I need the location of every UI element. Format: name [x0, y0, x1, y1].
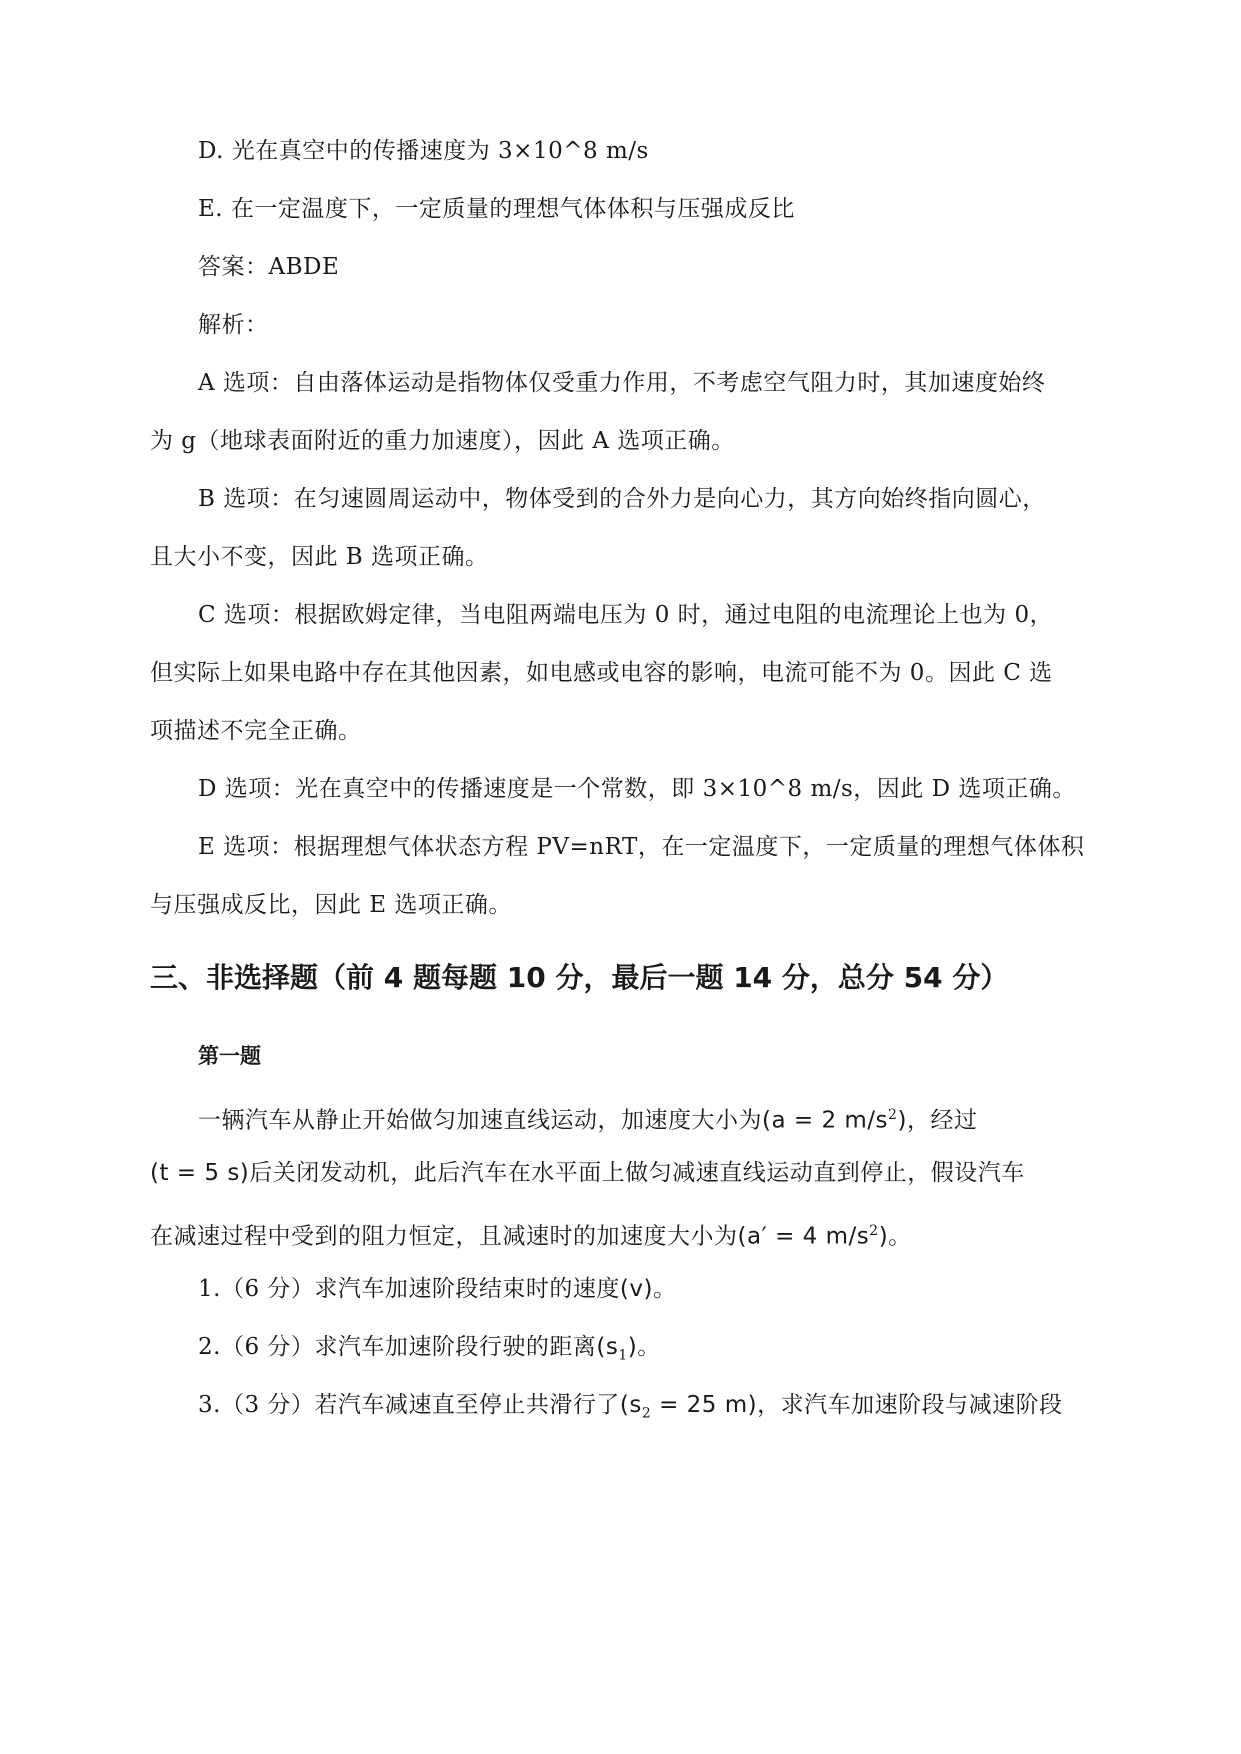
subquestion-1	[198, 1274, 676, 1304]
question-line3-tail: 。	[888, 1223, 912, 1250]
analysis-b-line1: B 选项：在匀速圆周运动中，物体受到的合外力是向心力，其方向始终指向圆心，	[198, 486, 1046, 512]
subquestion-1-text: 1.（6 分）求汽车加速阶段结束时的速度	[198, 1276, 620, 1302]
option-d: D. 光在真空中的传播速度为 3×10^8 m/s	[198, 138, 649, 164]
accel-formula: (a = 2 m/s	[762, 1107, 889, 1134]
question-line3	[150, 1216, 912, 1252]
distance2-subscript: 2	[641, 1405, 652, 1422]
distance1-subscript: 1	[618, 1347, 628, 1364]
subquestion-3-text: 3.（3 分）若汽车减速直至停止共滑行了	[198, 1392, 620, 1418]
accel-close: )	[897, 1107, 907, 1134]
answer-line: 答案：ABDE	[198, 254, 340, 280]
question-title: 第一题	[198, 1044, 261, 1068]
analysis-c-line2: 但实际上如果电路中存在其他因素，如电感或电容的影响，电流可能不为 0。因此 C 选	[150, 660, 1053, 686]
subquestion-1-tail: 。	[652, 1276, 677, 1302]
analysis-c-line3: 项描述不完全正确。	[150, 718, 362, 744]
section-title: 三、非选择题（前 4 题每题 10 分，最后一题 14 分，总分 54 分）	[150, 961, 1009, 994]
subquestion-3	[198, 1390, 1063, 1429]
decel-exponent: 2	[869, 1223, 879, 1239]
analysis-b-line2: 且大小不变，因此 B 选项正确。	[150, 544, 489, 570]
analysis-e-line2: 与压强成反比，因此 E 选项正确。	[150, 892, 512, 918]
distance1-open: (s	[596, 1334, 619, 1360]
analysis-c-line1: C 选项：根据欧姆定律，当电阻两端电压为 0 时，通过电阻的电流理论上也为 0，	[198, 602, 1054, 628]
analysis-label: 解析：	[198, 312, 269, 338]
distance2-open: (s	[619, 1392, 642, 1418]
subquestion-2-tail: 。	[637, 1334, 661, 1360]
analysis-a-line1: A 选项：自由落体运动是指物体仅受重力作用，不考虑空气阻力时，其加速度始终	[198, 370, 1046, 396]
subquestion-2-text: 2.（6 分）求汽车加速阶段行驶的距离	[198, 1334, 597, 1360]
subquestion-3-tail: ，求汽车加速阶段与减速阶段	[757, 1392, 1063, 1418]
question-line1-text: 一辆汽车从静止开始做匀加速直线运动，加速度大小为	[198, 1107, 762, 1134]
question-line1-tail: ，经过	[906, 1107, 978, 1134]
question-line1	[198, 1100, 977, 1136]
decel-formula: (a′ = 4 m/s	[737, 1223, 870, 1250]
question-line2-text: 后关闭发动机，此后汽车在水平面上做匀减速直线运动直到停止，假设汽车	[249, 1160, 1025, 1186]
accel-exponent: 2	[888, 1107, 898, 1123]
analysis-a-line2: 为 g（地球表面附近的重力加速度），因此 A 选项正确。	[150, 428, 735, 454]
velocity-symbol: (v)	[619, 1276, 653, 1302]
distance2-close: = 25 m)	[651, 1392, 758, 1418]
option-e: E. 在一定温度下，一定质量的理想气体体积与压强成反比	[198, 196, 795, 222]
distance1-close: )	[627, 1334, 638, 1360]
time-formula: (t = 5 s)	[150, 1160, 250, 1186]
analysis-d-line1: D 选项：光在真空中的传播速度是一个常数，即 3×10^8 m/s，因此 D 选项正确。	[198, 776, 1076, 802]
question-line3-text: 在减速过程中受到的阻力恒定，且减速时的加速度大小为	[150, 1223, 738, 1250]
analysis-e-line1: E 选项：根据理想气体状态方程 PV=nRT，在一定温度下，一定质量的理想气体体积	[198, 834, 1085, 860]
decel-close: )	[878, 1223, 889, 1250]
subquestion-2	[198, 1332, 661, 1371]
question-line2	[150, 1158, 1025, 1188]
